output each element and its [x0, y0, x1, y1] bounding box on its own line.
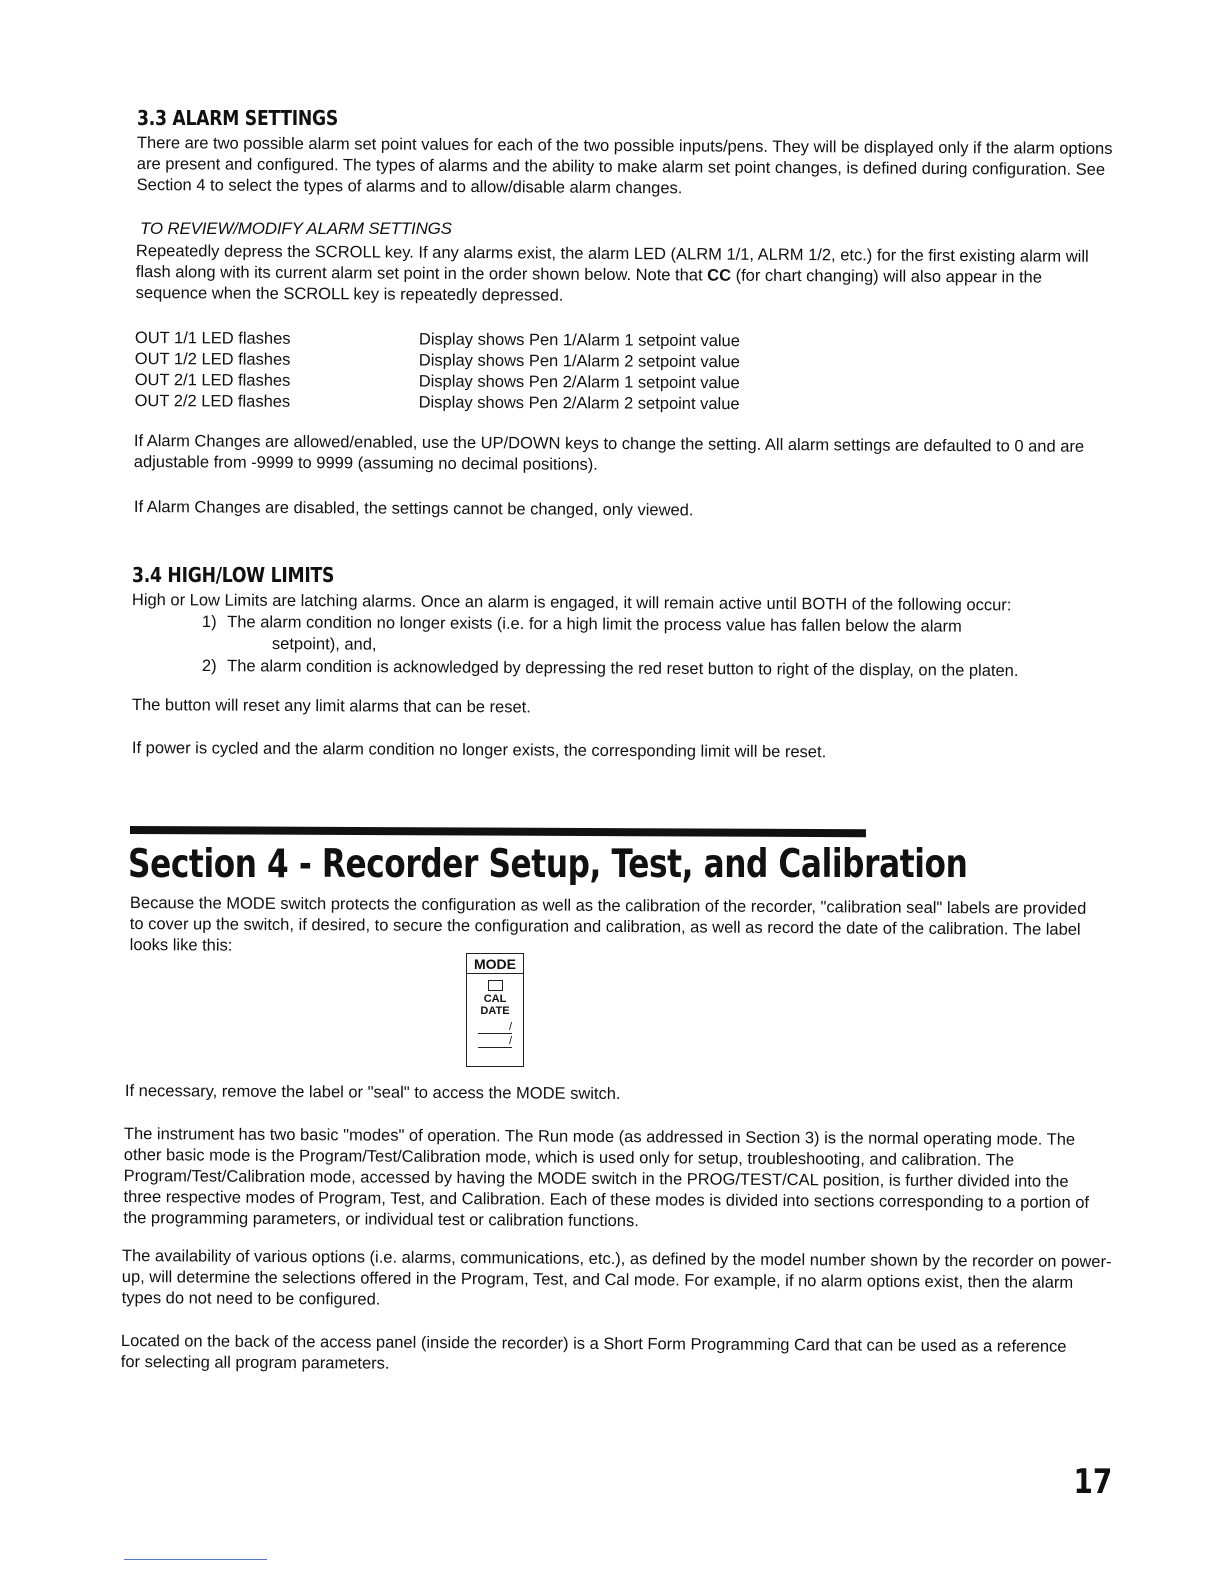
switch-window-icon — [488, 980, 503, 991]
calibration-seal-label — [466, 953, 524, 1067]
section4-title: Section 4 - Recorder Setup, Test, and Calibration — [128, 842, 968, 887]
display-cell: Display shows Pen 1/Alarm 2 setpoint value — [418, 351, 740, 372]
item-text: The alarm condition is acknowledged by depressing the red reset button to right of the display, on the platen. — [227, 657, 1019, 680]
label-cal-text: CAL — [483, 993, 507, 1005]
limit-condition-1-cont: setpoint), and, — [271, 635, 377, 654]
label-date-text: DATE — [480, 1005, 510, 1017]
led-row — [135, 391, 740, 415]
section4-intro: Because the MODE switch protects the configuration as well as the calibration of the recorder, "calibration seal" labels are provided to cover up the switch, if desired, to secure the configuration and calibration, as well as record the date of the calibration. The label looks like this: — [129, 894, 1087, 955]
card-text: Located on the back of the access panel (inside the recorder) is a Short Form Programming Card that can be used as a reference for selecting all program parameters. — [120, 1332, 1067, 1373]
led-cell: OUT 2/1 LED flashes — [134, 370, 291, 390]
limits-power-text: If power is cycled and the alarm condition no longer exists, the corresponding limit will be reset. — [131, 739, 827, 762]
display-cell: Display shows Pen 2/Alarm 1 setpoint value — [418, 372, 740, 393]
review-text-part-b: (for chart changing) will also appear in the sequence when the SCROLL key is repeatedly depressed. — [135, 266, 1043, 305]
alarm-settings-intro: There are two possible alarm set point values for each of the two possible inputs/pens. They will be displayed only if the alarm options are present and configured. The types of alarms and the ability to make alarm set point changes, is defined during configuration. See Section 4 to select the types of alarms and to allow/disable alarm changes. — [136, 133, 1113, 198]
item-number: 1) — [201, 613, 217, 632]
date-line-1: / — [467, 1021, 523, 1035]
limits-reset-text: The button will reset any limit alarms that can be reset. — [131, 696, 531, 717]
remove-label-text: If necessary, remove the label or "seal" to access the MODE switch. — [124, 1082, 621, 1104]
review-alarm-subheading: TO REVIEW/MODIFY ALARM SETTINGS — [140, 219, 452, 238]
bottom-rule — [124, 1559, 267, 1560]
display-cell: Display shows Pen 1/Alarm 1 setpoint value — [418, 330, 740, 351]
review-alarm-text — [136, 241, 1096, 310]
page-number: 17 — [1073, 1462, 1112, 1502]
limits-heading: 3.4 HIGH/LOW LIMITS — [132, 563, 335, 587]
alarm-disabled-text: If Alarm Changes are disabled, the settings cannot be changed, only viewed. — [133, 497, 694, 520]
led-cell: OUT 2/2 LED flashes — [134, 391, 291, 411]
section-divider — [130, 826, 866, 837]
limit-condition-2 — [202, 656, 1019, 682]
led-table — [135, 328, 740, 415]
led-cell: OUT 1/1 LED flashes — [134, 329, 291, 348]
alarm-settings-heading: 3.3 ALARM SETTINGS — [137, 106, 339, 130]
item-number: 2) — [201, 657, 217, 676]
modes-text: The instrument has two basic "modes" of operation. The Run mode (as addressed in Section 3) is the normal operating mode. The other basic mode is the Program/Test/Calibration mode, which is used only for setup, troubleshooting, and calibration. The Program/Test/Calibration mode, accessed by having the MODE switch in the PROG/TEST/CAL position, is further divided into the three respective modes of Program, Test, and Calibration. Each of these modes is divided into sections corresponding to a portion of the programming parameters, or individual test or calibration functions. — [123, 1125, 1090, 1231]
led-cell: OUT 1/2 LED flashes — [134, 349, 291, 369]
label-mode-text: MODE — [467, 954, 523, 974]
cc-keyword: CC — [707, 266, 732, 285]
alarm-allowed-text: If Alarm Changes are allowed/enabled, use the UP/DOWN keys to change the setting. All alarm settings are defaulted to 0 and are adjustable from -9999 to 9999 (assuming no decimal positions). — [133, 431, 1085, 474]
display-cell: Display shows Pen 2/Alarm 2 setpoint value — [418, 393, 740, 414]
date-line-2: / — [467, 1035, 523, 1049]
review-text-part-a: Repeatedly depress the SCROLL key. If any alarms exist, the alarm LED (ALRM 1/1, ALRM 1/2, etc.) for the first existing alarm will flash along with its current alarm set point in the order shown below. Note that — [135, 241, 1089, 285]
options-text: The availability of various options (i.e. alarms, communications, etc.), as defined by the model number shown by the recorder on power-up, will determine the selections offered in the Program, Test, and Cal mode. For example, if no alarm options exist, then the alarm types do not need to be configured. — [121, 1247, 1112, 1309]
item-text: The alarm condition no longer exists (i.e. for a high limit the process value has fallen below the alarm — [227, 613, 962, 636]
limits-intro: High or Low Limits are latching alarms. Once an alarm is engaged, it will remain active until BOTH of the following occur: — [131, 591, 1012, 615]
